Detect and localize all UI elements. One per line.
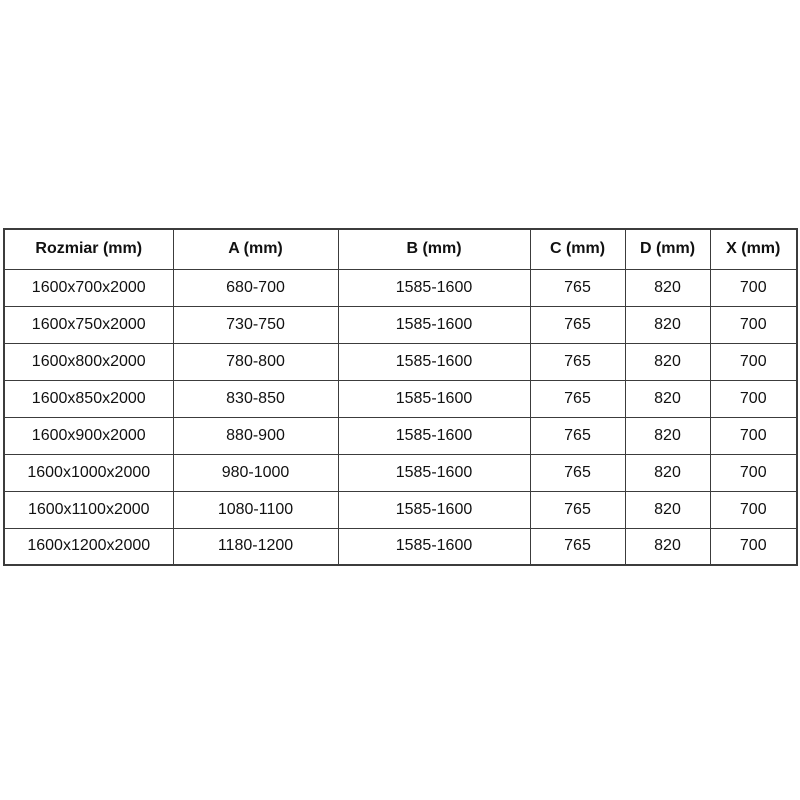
table-cell: 680-700: [173, 269, 338, 306]
dimensions-table: [3, 228, 798, 566]
table-row: [4, 417, 797, 454]
table-cell: 700: [710, 306, 797, 343]
table-cell: 765: [530, 417, 625, 454]
column-header: C (mm): [530, 229, 625, 269]
header-row: [4, 229, 797, 269]
table-cell: 700: [710, 454, 797, 491]
table-cell: 765: [530, 306, 625, 343]
table-cell: 1600x900x2000: [4, 417, 173, 454]
table-cell: 700: [710, 343, 797, 380]
table-cell: 880-900: [173, 417, 338, 454]
table-cell: 1585-1600: [338, 343, 530, 380]
table-cell: 1585-1600: [338, 269, 530, 306]
column-header: A (mm): [173, 229, 338, 269]
table-cell: 820: [625, 454, 710, 491]
table-cell: 830-850: [173, 380, 338, 417]
column-header: D (mm): [625, 229, 710, 269]
table-cell: 820: [625, 269, 710, 306]
table-cell: 730-750: [173, 306, 338, 343]
table-row: [4, 491, 797, 528]
column-header: X (mm): [710, 229, 797, 269]
table-cell: 700: [710, 269, 797, 306]
table-cell: 765: [530, 528, 625, 565]
table-body: [4, 269, 797, 565]
table-row: [4, 528, 797, 565]
table-cell: 820: [625, 528, 710, 565]
table-row: [4, 454, 797, 491]
column-header: B (mm): [338, 229, 530, 269]
table-cell: 700: [710, 528, 797, 565]
column-header: Rozmiar (mm): [4, 229, 173, 269]
table-cell: 1585-1600: [338, 380, 530, 417]
table-cell: 700: [710, 417, 797, 454]
table-cell: 1585-1600: [338, 417, 530, 454]
table-row: [4, 380, 797, 417]
table-cell: 820: [625, 417, 710, 454]
table-cell: 1600x1100x2000: [4, 491, 173, 528]
table-cell: 820: [625, 306, 710, 343]
table-cell: 980-1000: [173, 454, 338, 491]
table-cell: 1600x850x2000: [4, 380, 173, 417]
table-cell: 820: [625, 343, 710, 380]
table-row: [4, 306, 797, 343]
table-cell: 1600x800x2000: [4, 343, 173, 380]
table-cell: 765: [530, 269, 625, 306]
table-cell: 1585-1600: [338, 454, 530, 491]
table-cell: 700: [710, 380, 797, 417]
table-row: [4, 269, 797, 306]
table-cell: 1600x1200x2000: [4, 528, 173, 565]
table-cell: 1600x1000x2000: [4, 454, 173, 491]
table-cell: 1585-1600: [338, 306, 530, 343]
table-cell: 780-800: [173, 343, 338, 380]
table-cell: 1600x700x2000: [4, 269, 173, 306]
table-cell: 765: [530, 454, 625, 491]
table-cell: 700: [710, 491, 797, 528]
table-cell: 1600x750x2000: [4, 306, 173, 343]
table-cell: 820: [625, 380, 710, 417]
table-cell: 1585-1600: [338, 491, 530, 528]
table-cell: 1080-1100: [173, 491, 338, 528]
table-cell: 1585-1600: [338, 528, 530, 565]
table-cell: 820: [625, 491, 710, 528]
table-row: [4, 343, 797, 380]
table-cell: 1180-1200: [173, 528, 338, 565]
table-cell: 765: [530, 343, 625, 380]
table-cell: 765: [530, 380, 625, 417]
table-cell: 765: [530, 491, 625, 528]
